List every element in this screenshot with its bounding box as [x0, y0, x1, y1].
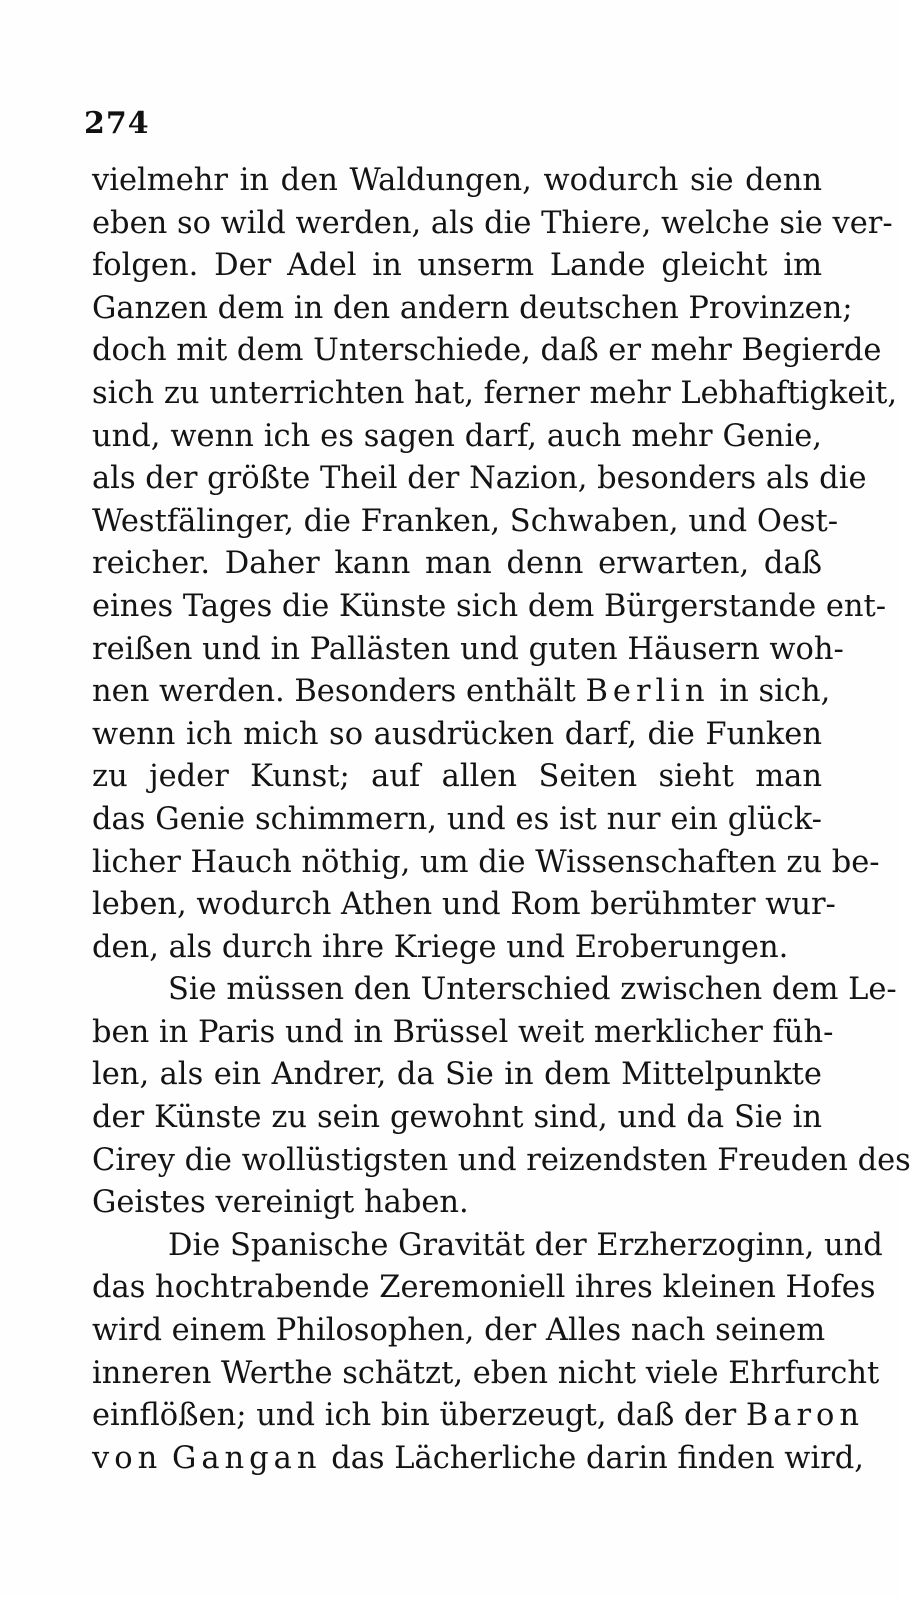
text-line-11: eines Tages die Künste sich dem Bürgerstande ent- [92, 588, 887, 624]
text-line-19: den, als durch ihre Kriege und Eroberungen. [92, 929, 789, 965]
text-line-30 [92, 1395, 865, 1438]
text-line-5: doch mit dem Unterschiede, daß er mehr Begierde [92, 333, 882, 369]
text-line-17: licher Hauch nöthig, um die Wissenschaften zu be- [92, 844, 880, 880]
text-line-31-end: das Lächerliche darin finden wird, [331, 1440, 864, 1476]
text-line-9: Westfälinger, die Franken, Schwaben, und Oest- [92, 503, 839, 539]
text-line-24: Cirey die wollüstigsten und reizendsten Freuden des [92, 1142, 911, 1178]
text-line-13-start: nen werden. Besonders enthält [92, 674, 576, 710]
text-line-8: als der größte Theil der Nazion, besonders als die [92, 461, 867, 497]
spaced-word-baron: Baron [745, 1398, 865, 1434]
text-line-18: leben, wodurch Athen und Rom berühmter wur- [92, 887, 836, 923]
text-line-22: len, als ein Andrer, da Sie in dem Mittelpunkte [92, 1057, 822, 1093]
text-line-20: Sie müssen den Unterschied zwischen dem Le- [168, 972, 897, 1008]
text-line-2: eben so wild werden, als die Thiere, welche sie ver- [92, 205, 893, 241]
text-line-14: wenn ich mich so ausdrücken darf, die Funken [92, 716, 822, 752]
text-line-4: Ganzen dem in den andern deutschen Provinzen; [92, 290, 853, 326]
text-line-13 [92, 671, 831, 714]
text-line-31 [92, 1438, 864, 1481]
text-line-6: sich zu unterrichten hat, ferner mehr Lebhaftigkeit, [92, 375, 898, 411]
text-line-7: und, wenn ich es sagen darf, auch mehr Genie, [92, 418, 822, 454]
spaced-word-gangan: Gangan [171, 1440, 322, 1476]
text-line-16: das Genie schimmern, und es ist nur ein glück- [92, 801, 822, 837]
text-line-13-end: in sich, [719, 674, 831, 710]
spaced-word-berlin: Berlin [585, 674, 710, 710]
text-line-27: das hochtrabende Zeremoniell ihres kleinen Hofes [92, 1270, 876, 1306]
text-line-12: reißen und in Pallästen und guten Häusern woh- [92, 631, 844, 667]
text-line-10: reicher. Daher kann man denn erwarten, daß [92, 546, 822, 582]
text-line-21: ben in Paris und in Brüssel weit merklicher füh- [92, 1014, 834, 1050]
text-line-28: wird einem Philosophen, der Alles nach seinem [92, 1313, 826, 1349]
text-line-1: vielmehr in den Waldungen, wodurch sie denn [92, 163, 822, 198]
body-text [92, 160, 911, 1480]
page-number: 274 [84, 106, 150, 141]
text-line-31-von: von [92, 1440, 163, 1476]
text-line-29: inneren Werthe schätzt, eben nicht viele Ehrfurcht [92, 1355, 880, 1391]
text-line-23: der Künste zu sein gewohnt sind, und da Sie in [92, 1100, 822, 1136]
text-line-25: Geistes vereinigt haben. [92, 1185, 469, 1221]
text-line-30-start: einflößen; und ich bin überzeugt, daß der [92, 1398, 737, 1434]
text-line-26: Die Spanische Gravität der Erzherzoginn, und [168, 1227, 883, 1263]
text-line-3: folgen. Der Adel in unserm Lande gleicht im [92, 248, 822, 284]
text-line-15: zu jeder Kunst; auf allen Seiten sieht man [92, 759, 822, 795]
